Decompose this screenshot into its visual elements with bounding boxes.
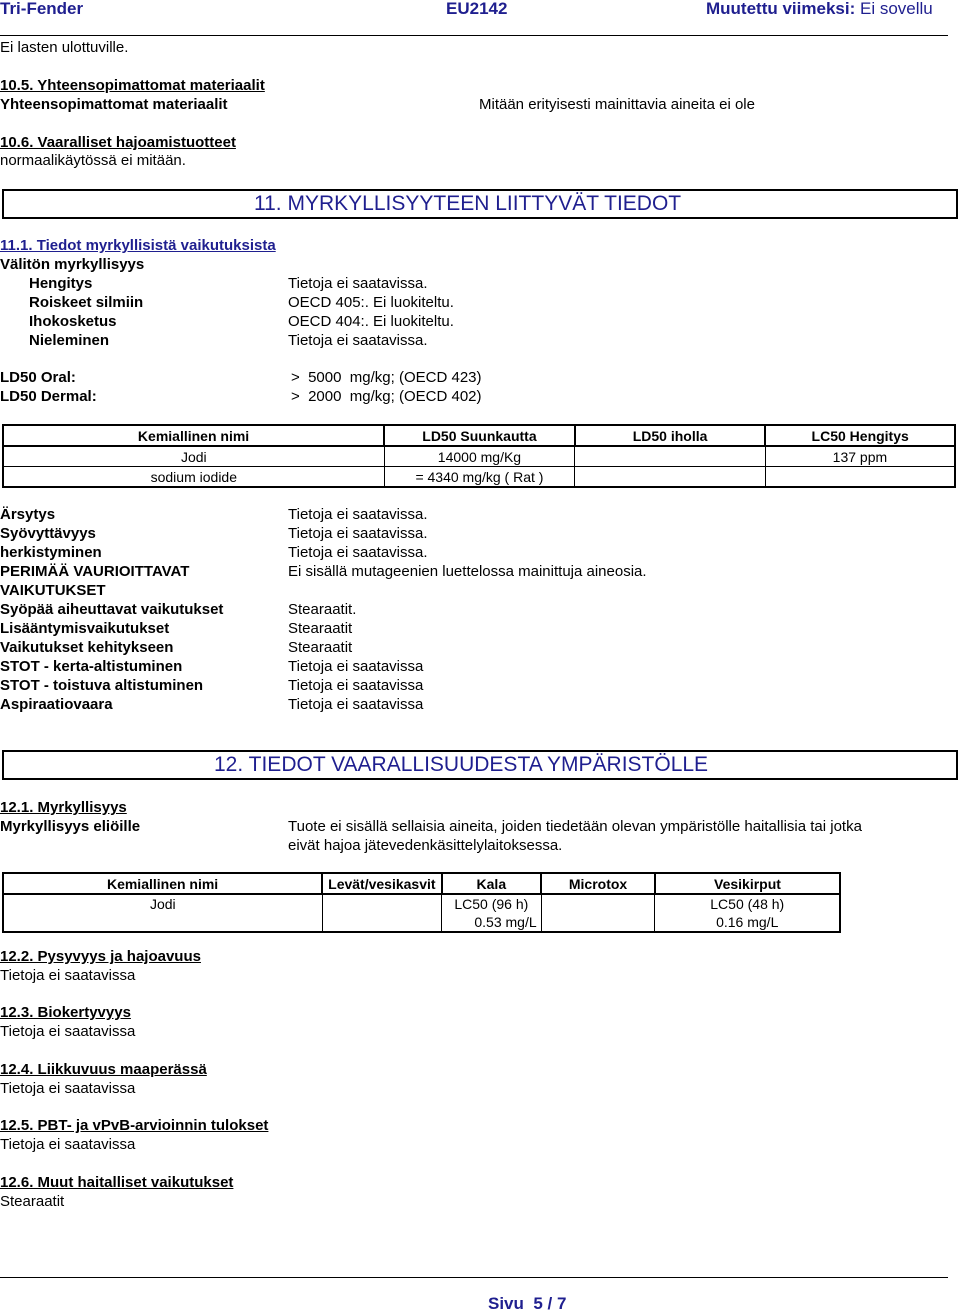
table-cell: 137 ppm (765, 446, 955, 467)
table-cell: = 4340 mg/kg ( Rat ) (384, 467, 575, 488)
table-cell (322, 894, 441, 932)
heading-12-5: 12.5. PBT- ja vPvB-arvioinnin tulokset (0, 1117, 269, 1134)
table-header-row (3, 873, 840, 894)
ld50-dermal-value: > 2000 mg/kg; (OECD 402) (291, 388, 482, 405)
page-number: Sivu 5 / 7 (488, 1294, 567, 1313)
heading-12-1: 12.1. Myrkyllisyys (0, 799, 127, 816)
header-rule (0, 35, 948, 36)
table-cell (575, 446, 766, 467)
table-cell: sodium iodide (3, 467, 384, 488)
route-label: Nieleminen (29, 332, 110, 349)
table-cell: Jodi (3, 894, 322, 932)
ecotox-table (2, 872, 841, 933)
effect-label: Syöpää aiheuttavat vaikutukset (0, 601, 224, 618)
ld50-oral-label: LD50 Oral: (0, 369, 76, 386)
route-value: Tietoja ei saatavissa. (288, 275, 428, 292)
effect-label: STOT - toistuva altistuminen (0, 677, 204, 694)
effect-label: herkistyminen (0, 544, 102, 561)
toxicity-table (2, 424, 956, 488)
table-cell: 14000 mg/Kg (384, 446, 575, 467)
subsection-value: Tietoja ei saatavissa (0, 1136, 136, 1153)
product-code: EU2142 (446, 0, 508, 18)
eco-toxicity-value: eivät hajoa jätevedenkäsittelylaitoksessa. (288, 837, 563, 854)
subsection-value: Stearaatit (0, 1193, 65, 1210)
table-cell (541, 894, 655, 932)
modified-info (706, 0, 933, 18)
incompat-value: Mitään erityisesti mainittavia aineita ei ole (479, 96, 755, 113)
table-row (3, 446, 955, 467)
fish-value-line: 0.53 mg/L (474, 914, 537, 930)
effect-label: Aspiraatiovaara (0, 696, 113, 713)
effect-label: Lisääntymisvaikutukset (0, 620, 170, 637)
route-label: Ihokosketus (29, 313, 117, 330)
modified-label: Muutettu viimeksi: (706, 0, 856, 18)
eco-toxicity-label: Myrkyllisyys eliöille (0, 818, 141, 835)
heading-10-5: 10.5. Yhteensopimattomat materiaalit (0, 77, 265, 94)
effect-value: Tietoja ei saatavissa (288, 696, 424, 713)
table-cell (765, 467, 955, 488)
footer-rule (0, 1277, 948, 1278)
incompat-label: Yhteensopimattomat materiaalit (0, 96, 228, 113)
route-label: Roiskeet silmiin (29, 294, 144, 311)
effect-label: Ärsytys (0, 506, 56, 523)
table-cell (575, 467, 766, 488)
effect-label: Syövyttävyys (0, 525, 96, 542)
heading-12-6: 12.6. Muut haitalliset vaikutukset (0, 1174, 234, 1191)
product-name: Tri-Fender (0, 0, 84, 18)
ld50-oral-value: > 5000 mg/kg; (OECD 423) (291, 369, 482, 386)
heading-12-3: 12.3. Biokertyvyys (0, 1004, 131, 1021)
column-header: LD50 Suunkautta (384, 425, 575, 446)
effect-value: Tietoja ei saatavissa. (288, 544, 428, 561)
effect-label: VAIKUTUKSET (0, 582, 106, 599)
route-value: Tietoja ei saatavissa. (288, 332, 428, 349)
heading-10-6: 10.6. Vaaralliset hajoamistuotteet (0, 134, 236, 151)
effect-value: Tietoja ei saatavissa (288, 677, 424, 694)
column-header: Kemiallinen nimi (3, 425, 384, 446)
effect-value: Tietoja ei saatavissa (288, 658, 424, 675)
section-11-banner (2, 189, 958, 219)
effect-value: Stearaatit (288, 639, 353, 656)
heading-11-1: 11.1. Tiedot myrkyllisistä vaikutuksista (0, 237, 276, 254)
table-cell (442, 894, 542, 932)
column-header: Vesikirput (655, 873, 840, 894)
heading-12-2: 12.2. Pysyvyys ja hajoavuus (0, 948, 201, 965)
effect-label: STOT - kerta-altistuminen (0, 658, 183, 675)
heading-12-4: 12.4. Liikkuvuus maaperässä (0, 1061, 207, 1078)
daphnia-value-line: LC50 (48 h) (710, 896, 785, 912)
effect-label: PERIMÄÄ VAURIOITTAVAT (0, 563, 190, 580)
effect-value: Tietoja ei saatavissa. (288, 525, 428, 542)
eco-toxicity-value: Tuote ei sisällä sellaisia aineita, joiden tiedetään olevan ympäristölle haitallisia tai jotka (288, 818, 862, 835)
route-label: Hengitys (29, 275, 93, 292)
s10-intro: Ei lasten ulottuville. (0, 39, 129, 56)
section-12-banner (2, 750, 958, 780)
effect-value: Tietoja ei saatavissa. (288, 506, 428, 523)
column-header: Kala (442, 873, 542, 894)
effect-value: Ei sisällä mutageenien luettelossa mainittuja aineosia. (288, 563, 647, 580)
ld50-dermal-label: LD50 Dermal: (0, 388, 97, 405)
table-cell (655, 894, 840, 932)
effect-value: Stearaatit. (288, 601, 357, 618)
column-header: Levät/vesikasvit (322, 873, 441, 894)
section-11-title: 11. MYRKYLLISYYTEEN LIITTYVÄT TIEDOT (254, 192, 682, 215)
subsection-value: Tietoja ei saatavissa (0, 1023, 136, 1040)
column-header: LC50 Hengitys (765, 425, 955, 446)
fish-value-line: LC50 (96 h) (454, 896, 529, 912)
column-header: Microtox (541, 873, 655, 894)
route-value: OECD 405:. Ei luokiteltu. (288, 294, 454, 311)
modified-value: Ei sovellu (859, 0, 933, 18)
effect-value: Stearaatit (288, 620, 353, 637)
decomp-value: normaalikäytössä ei mitään. (0, 152, 186, 169)
column-header: Kemiallinen nimi (3, 873, 322, 894)
subsection-value: Tietoja ei saatavissa (0, 967, 136, 984)
column-header: LD50 iholla (575, 425, 766, 446)
table-header-row (3, 425, 955, 446)
table-row (3, 467, 955, 488)
table-cell: Jodi (3, 446, 384, 467)
acute-toxicity-label: Välitön myrkyllisyys (0, 256, 145, 273)
table-row (3, 894, 840, 932)
effect-label: Vaikutukset kehitykseen (0, 639, 174, 656)
subsection-value: Tietoja ei saatavissa (0, 1080, 136, 1097)
daphnia-value-line: 0.16 mg/L (716, 914, 779, 930)
section-12-title: 12. TIEDOT VAARALLISUUDESTA YMPÄRISTÖLLE (214, 753, 709, 776)
route-value: OECD 404:. Ei luokiteltu. (288, 313, 454, 330)
